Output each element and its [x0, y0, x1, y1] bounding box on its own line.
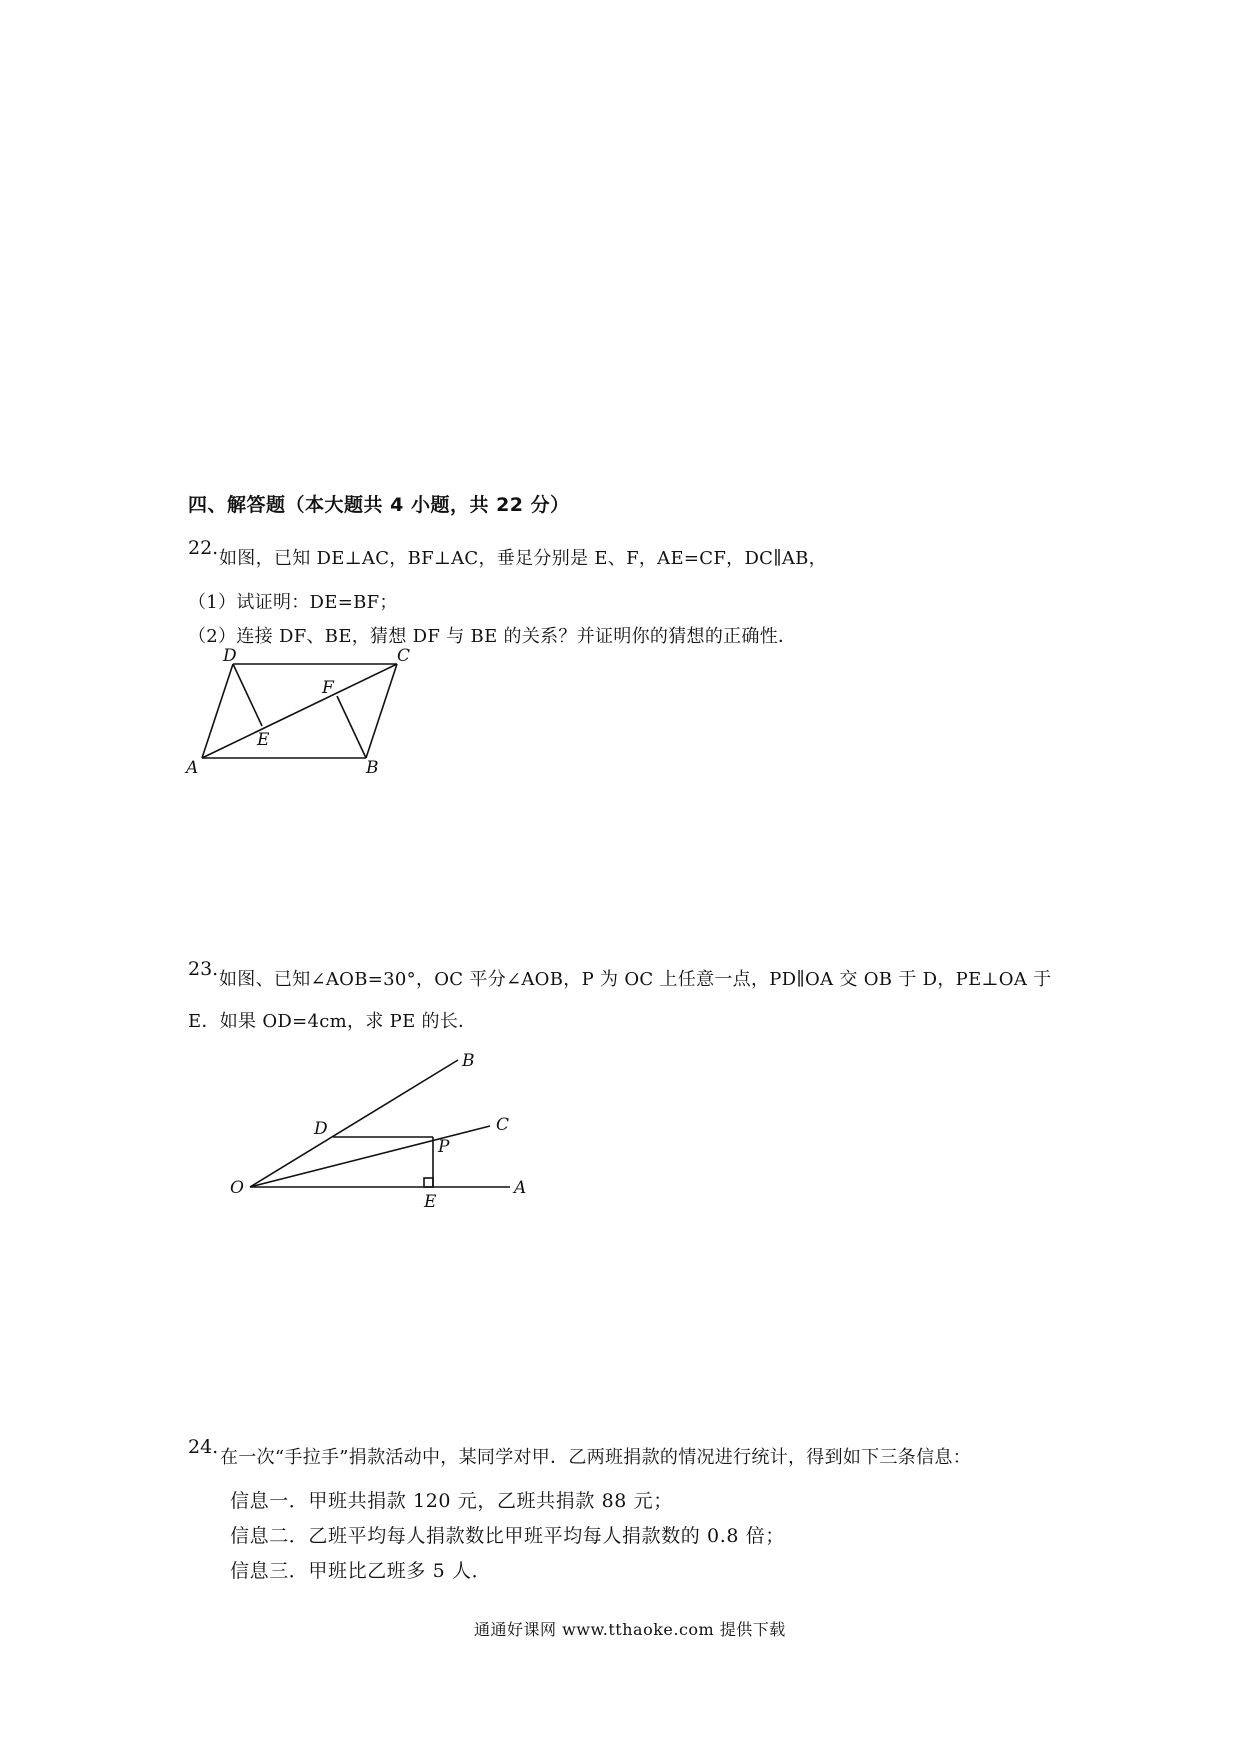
label-d: D: [223, 646, 237, 666]
info-2: 信息二．乙班平均每人捐款数比甲班平均每人捐款数的 0.8 倍；: [230, 1525, 785, 1547]
label-d: D: [314, 1119, 328, 1139]
segment-bf: [337, 696, 366, 758]
ray-ob: [250, 1060, 458, 1187]
parallelogram-figure: [180, 643, 430, 783]
segment-de: [233, 664, 262, 726]
right-angle-mark: [424, 1178, 433, 1187]
label-b: B: [366, 758, 379, 778]
label-c: C: [397, 646, 411, 666]
label-a: A: [514, 1178, 527, 1198]
label-p: P: [438, 1137, 450, 1157]
question-text-line-2: E．如果 OD=4cm，求 PE 的长．: [188, 1011, 477, 1032]
label-e: E: [424, 1192, 437, 1212]
label-f: F: [322, 678, 334, 698]
question-text: 在一次“手拉手”捐款活动中，某同学对甲．乙两班捐款的情况进行统计，得到如下三条信息：: [220, 1447, 971, 1468]
info-1: 信息一．甲班共捐款 120 元，乙班共捐款 88 元；: [230, 1490, 673, 1512]
question-part-2: （2）连接 DF、BE，猜想 DF 与 BE 的关系？并证明你的猜想的正确性．: [188, 626, 797, 647]
footer-credit: 通通好课网 www.tthaoke.com 提供下载: [474, 1620, 786, 1639]
ray-oc: [250, 1126, 490, 1187]
segment-ad: [202, 664, 233, 758]
label-c: C: [496, 1115, 510, 1135]
question-number: 24.: [188, 1436, 219, 1458]
segment-bc: [366, 664, 397, 758]
segment-ac: [202, 664, 397, 758]
label-e: E: [257, 730, 270, 750]
info-3: 信息三．甲班比乙班多 5 人．: [230, 1560, 492, 1582]
section-title: 四、解答题（本大题共 4 小题，共 22 分）: [188, 494, 570, 516]
question-part-1: （1）试证明：DE=BF；: [188, 592, 398, 613]
label-b: B: [462, 1051, 475, 1071]
question-number: 22.: [188, 537, 219, 559]
label-o: O: [230, 1178, 244, 1198]
label-a: A: [186, 758, 199, 778]
angle-bisector-figure: [222, 1045, 542, 1215]
question-text: 如图，已知 DE⊥AC，BF⊥AC，垂足分别是 E、F，AE=CF，DC∥AB，: [219, 548, 827, 569]
question-number: 23.: [188, 958, 219, 980]
question-text-line-1: 如图、已知∠AOB=30°，OC 平分∠AOB，P 为 OC 上任意一点，PD∥OA 交 OB 于 D，PE⊥OA 于: [219, 969, 1052, 990]
